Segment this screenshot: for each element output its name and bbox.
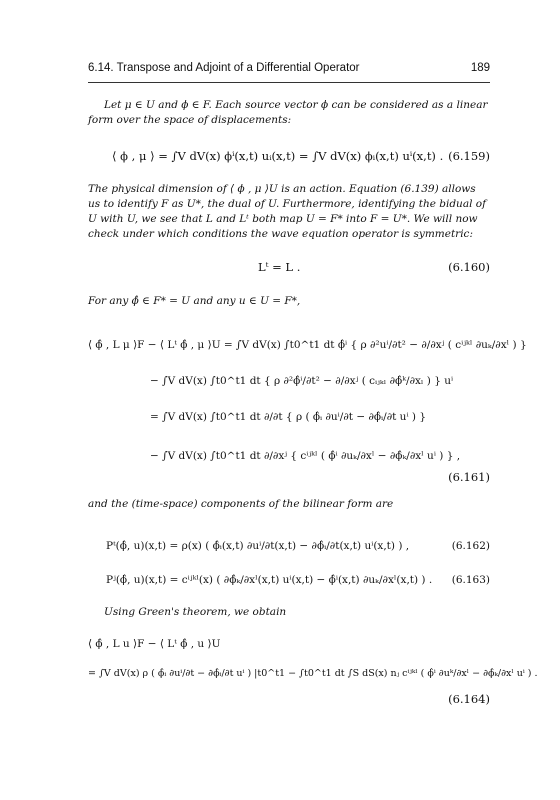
paragraph-4: and the (time-space) components of the bilinear form are bbox=[88, 498, 394, 510]
page-number: 189 bbox=[470, 62, 490, 74]
header-rule bbox=[88, 82, 490, 83]
paragraph-3: For any ϕ̂ ∈ F* = U and any u ∈ U = F*, bbox=[88, 295, 301, 307]
equation-line: ⟨ ϕ̂ , L u ⟩F − ⟨ Lᵗ ϕ̂ , u ⟩U bbox=[88, 638, 221, 650]
equation-line: − ∫V dV(x) ∫t0^t1 dt ∂/∂xʲ { cⁱʲᵏˡ ( ϕ̂ⁱ ∂uₖ/∂xˡ − ∂ϕ̂ₖ/∂xˡ uⁱ ) } , bbox=[150, 450, 461, 462]
paragraph-1: Let μ ∈ U and ϕ ∈ F. Each source vector ϕ can be considered as a linear form over the space of displacements: bbox=[88, 99, 488, 126]
equation-number: (6.159) bbox=[448, 149, 490, 163]
equation-body: Pʲ(ϕ̂, u)(x,t) = cⁱʲᵏˡ(x) ( ∂ϕ̂ₖ/∂xˡ(x,t) uⁱ(x,t) − ϕ̂ⁱ(x,t) ∂uₖ/∂xˡ(x,t) ) . bbox=[106, 574, 433, 586]
equation-6-161-number bbox=[88, 468, 490, 490]
paragraph-5: Using Green's theorem, we obtain bbox=[104, 606, 287, 618]
equation-6-161-line-3 bbox=[88, 409, 490, 429]
equation-6-160 bbox=[88, 258, 490, 280]
equation-number: (6.163) bbox=[451, 574, 490, 586]
equation-6-164-line-1 bbox=[88, 636, 490, 658]
page-header bbox=[88, 62, 490, 80]
equation-6-161-line-1 bbox=[88, 337, 527, 357]
equation-line: − ∫V dV(x) ∫t0^t1 dt { ρ ∂²ϕ̂ⁱ/∂t² − ∂/∂xʲ ( cᵢⱼₖₗ ∂ϕ̂ᵏ/∂xₗ ) } uⁱ bbox=[150, 375, 454, 387]
equation-6-161-line-2 bbox=[88, 373, 490, 393]
equation-body: Pᵗ(ϕ̂, u)(x,t) = ρ(x) ( ϕ̂ᵢ(x,t) ∂uⁱ/∂t(x,t) − ∂ϕ̂ᵢ/∂t(x,t) uⁱ(x,t) ) , bbox=[106, 540, 410, 552]
equation-number: (6.164) bbox=[448, 692, 490, 706]
equation-line: ⟨ ϕ̂ , L μ ⟩F − ⟨ Lᵗ ϕ̂ , μ ⟩U = ∫V dV(x) ∫t0^t1 dt ϕ̂ⁱ { ρ ∂²uⁱ/∂t² − ∂/∂xʲ ( cⁱʲᵏˡ ∂uₖ/∂xˡ ) } bbox=[88, 339, 527, 351]
equation-line: = ∫V dV(x) ∫t0^t1 dt ∂/∂t { ρ ( ϕ̂ᵢ ∂uⁱ/∂t − ∂ϕ̂ᵢ/∂t uⁱ ) } bbox=[150, 411, 427, 423]
equation-body: ⟨ ϕ , μ ⟩ = ∫V dV(x) ϕⁱ(x,t) uᵢ(x,t) = ∫V dV(x) ϕᵢ(x,t) uⁱ(x,t) . bbox=[112, 149, 444, 163]
equation-6-162 bbox=[88, 538, 490, 560]
paragraph-2: The physical dimension of ⟨ ϕ , μ ⟩U is an action. Equation (6.139) allows us to identify F as U*, the dual of U. Furthermore, identifying the bidual of U with U, we see that L and Lᵗ both map U = F* into F = U*. We will now check under which conditions the wave equation operator is symmetric: bbox=[88, 183, 486, 240]
equation-6-164-line-2 bbox=[88, 666, 538, 688]
equation-6-164-number bbox=[88, 690, 490, 712]
equation-number: (6.160) bbox=[448, 260, 490, 274]
equation-6-159 bbox=[88, 147, 490, 169]
equation-line: = ∫V dV(x) ρ ( ϕ̂ᵢ ∂uⁱ/∂t − ∂ϕ̂ᵢ/∂t uⁱ ) |t0^t1 − ∫t0^t1 dt ∫S dS(x) nⱼ cⁱʲᵏˡ ( ϕ̂ⁱ ∂uᵏ/∂xˡ − ∂ϕ̂ₖ/∂xˡ uⁱ ) . bbox=[88, 668, 538, 679]
equation-number: (6.161) bbox=[448, 470, 490, 484]
section-title: 6.14. Transpose and Adjoint of a Differential Operator bbox=[88, 62, 360, 74]
equation-6-163 bbox=[88, 572, 490, 594]
equation-6-161-line-4 bbox=[88, 448, 490, 468]
equation-number: (6.162) bbox=[451, 540, 490, 552]
equation-body: Lᵗ = L . bbox=[258, 260, 301, 274]
